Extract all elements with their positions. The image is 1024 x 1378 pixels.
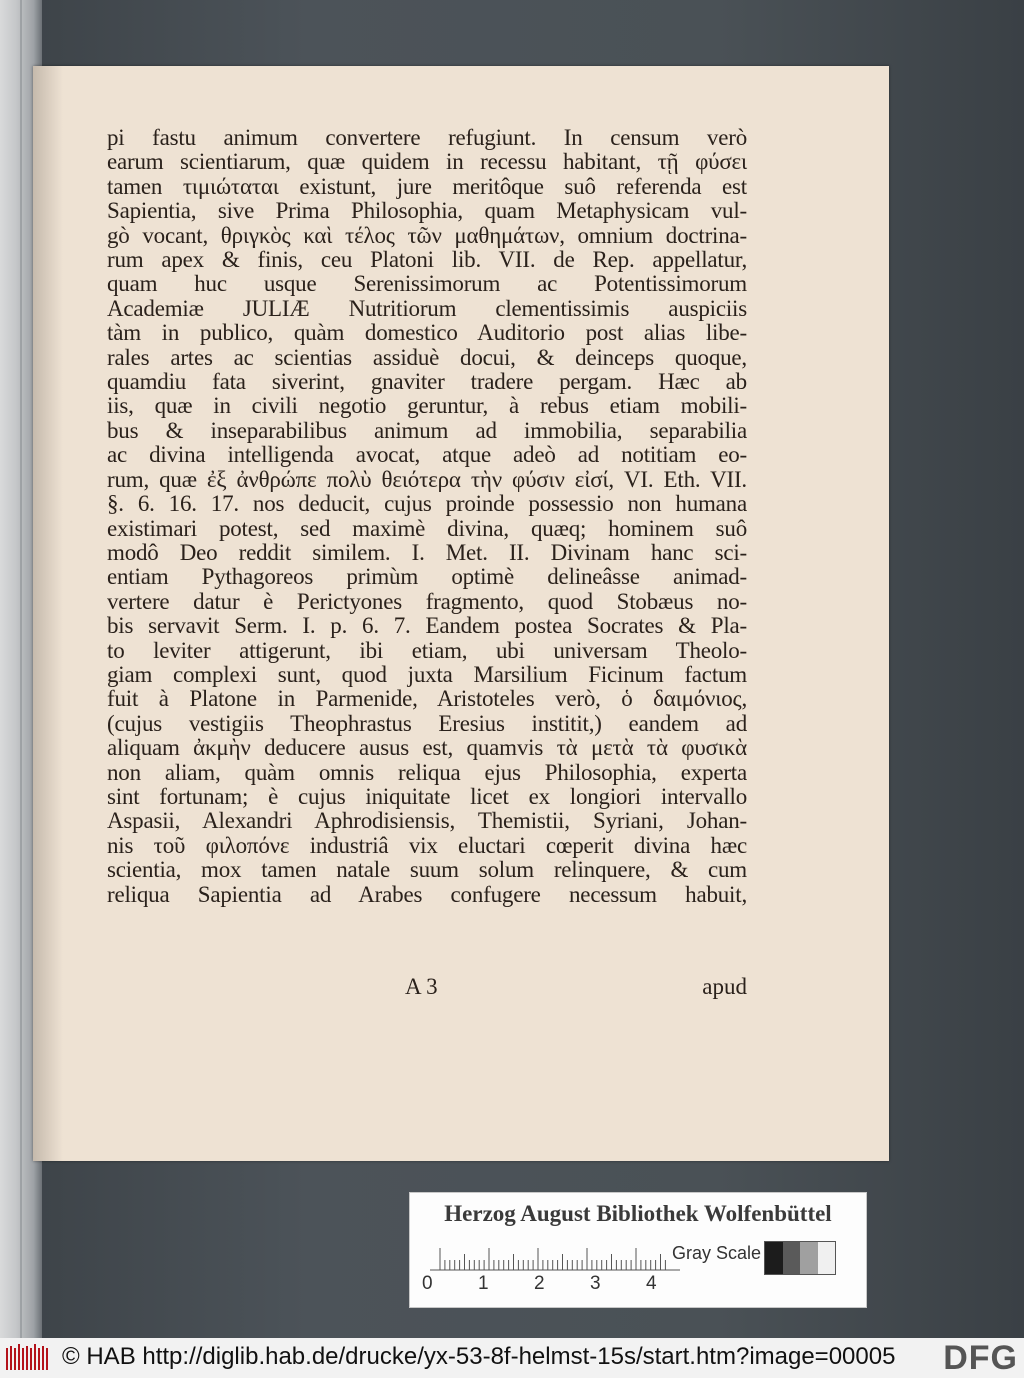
page-footer	[107, 974, 747, 1004]
text-line: rum, quæ ἐξ ἀνθρώπε πολὺ θειότερα τὴν φύσιν εἰσί, VI. Eth. VII.	[107, 466, 747, 492]
text-line: rum apex & finis, ceu Platoni lib. VII. de Rep. appellatur,	[107, 247, 747, 273]
text-line: quam huc usque Serenissimorum ac Potentissimorum	[107, 271, 747, 297]
gray-swatch	[818, 1242, 836, 1274]
text-line: sint fortunam; è cujus iniquitate licet ex longiori intervallo	[107, 783, 747, 809]
text-line: bis servavit Serm. I. p. 6. 7. Eandem postea Socrates & Pla-	[107, 613, 747, 639]
library-color-chart	[409, 1192, 867, 1308]
text-line: existimari potest, sed maximè divina, quæq; hominem suô	[107, 515, 747, 541]
catchword: apud	[702, 974, 747, 999]
page-text	[107, 126, 747, 907]
dfg-logo: DFG	[937, 1339, 1018, 1378]
text-line: fuit à Platone in Parmenide, Aristoteles verò, ὁ δαιμόνιος,	[107, 686, 747, 712]
text-line: Aspasii, Alexandri Aphrodisiensis, Themistii, Syriani, Johan-	[107, 808, 747, 834]
text-line: iis, quæ in civili negotio geruntur, à rebus etiam mobili-	[107, 393, 747, 419]
ruler-number: 2	[534, 1273, 545, 1294]
text-line: tàm in publico, quàm domestico Auditorio post alias libe-	[107, 320, 747, 346]
gray-scale-swatches	[764, 1241, 836, 1275]
text-line: earum scientiarum, quæ quidem in recessu habitant, τῇ φύσει	[107, 149, 747, 175]
gray-swatch	[800, 1242, 818, 1274]
text-line: quamdiu fata siverint, gnaviter tradere pergam. Hæc ab	[107, 369, 747, 395]
text-line: tamen τιμιώταται existunt, jure meritôque suô referenda est	[107, 173, 747, 199]
text-line: gò vocant, θριγκὸς καὶ τέλος τῶν μαθημάτων, omnium doctrina-	[107, 222, 747, 248]
ruler-number: 3	[590, 1273, 601, 1294]
text-line: ac divina intelligenda avocat, atque adeò ad notitiam eo-	[107, 442, 747, 468]
text-line: rales artes ac scientias assiduè docui, & deinceps quoque,	[107, 344, 747, 370]
library-name: Herzog August Bibliothek Wolfenbüttel	[444, 1201, 832, 1226]
book-page	[33, 66, 889, 1161]
text-line: aliquam ἀκμὴν deducere ausus est, quamvis τὰ μετὰ τὰ φυσικὰ	[107, 735, 747, 761]
text-line: (cujus vestigiis Theophrastus Eresius institit,) eandem ad	[107, 710, 747, 736]
text-line: giam complexi sunt, quod juxta Marsilium Ficinum factum	[107, 661, 747, 687]
ruler-scale	[430, 1241, 680, 1271]
ruler-number: 0	[422, 1273, 433, 1294]
ruler-number: 1	[478, 1273, 489, 1294]
text-line: to leviter attigerunt, ibi etiam, ubi universam Theolo-	[107, 637, 747, 663]
gray-scale-label: Gray Scale	[672, 1243, 762, 1263]
text-line: pi fastu animum convertere refugiunt. In censum verò	[107, 125, 747, 150]
copyright-url[interactable]: © HAB http://diglib.hab.de/drucke/yx-53-8f-helmst-15s/start.htm?image=00005	[62, 1343, 896, 1370]
copyright-bar	[0, 1338, 1024, 1378]
text-line: reliqua Sapientia ad Arabes confugere necessum habuit,	[107, 881, 747, 907]
text-line: nis τοῦ φιλοπόνε industriâ vix eluctari cœperit divina hæc	[107, 832, 747, 858]
text-line: Sapientia, sive Prima Philosophia, quam Metaphysicam vul-	[107, 198, 747, 224]
text-line: bus & inseparabilibus animum ad immobilia, separabilia	[107, 417, 747, 443]
hab-logo-icon	[6, 1344, 48, 1372]
text-line: non aliam, quàm omnis reliqua ejus Philosophia, experta	[107, 759, 747, 785]
gray-swatch	[783, 1242, 801, 1274]
text-line: scientia, mox tamen natale suum solum relinquere, & cum	[107, 857, 747, 883]
text-line: vertere datur è Perictyones fragmento, quod Stobæus no-	[107, 588, 747, 614]
ruler-number: 4	[646, 1273, 657, 1294]
text-line: §. 6. 16. 17. nos deducit, cujus proinde possessio non humana	[107, 491, 747, 517]
signature-mark: A 3	[405, 974, 438, 999]
gray-swatch	[765, 1242, 783, 1274]
text-line: Academiæ JULIÆ Nutritiorum clementissimis auspiciis	[107, 295, 747, 321]
text-line: entiam Pythagoreos primùm optimè delineâsse animad-	[107, 564, 747, 590]
book-edge-line	[20, 0, 22, 1338]
text-line: modô Deo reddit similem. I. Met. II. Divinam hanc sci-	[107, 539, 747, 565]
